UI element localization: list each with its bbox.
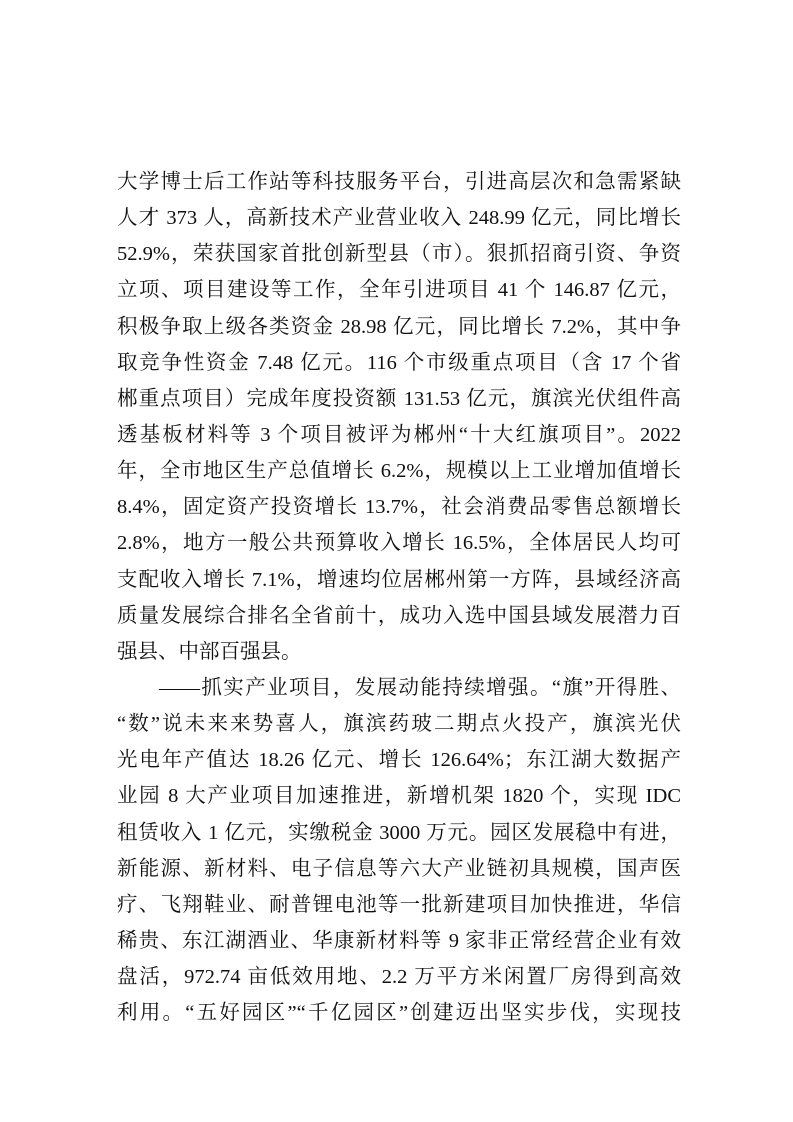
text-line: 2.8%，地方一般公共预算收入增长 16.5%，全体居民人均可 (117, 532, 681, 555)
paragraph-end-line: 强县、中部百强县。 (117, 640, 302, 663)
text-line: 人才 373 人，高新技术产业营业收入 248.99 亿元，同比增长 (117, 207, 681, 230)
text-line: 积极争取上级各类资金 28.98 亿元，同比增长 7.2%，其中争 (117, 315, 681, 338)
text-line: 租赁收入 1 亿元，实缴税金 3000 万元。园区发展稳中有进， (117, 821, 681, 844)
text-line: “数”说未来来势喜人，旗滨药玻二期点火投产，旗滨光伏 (117, 713, 681, 736)
text-line: 大学博士后工作站等科技服务平台，引进高层次和急需紧缺 (117, 171, 681, 193)
text-line: 8.4%，固定资产投资增长 13.7%，社会消费品零售总额增长 (117, 496, 681, 519)
text-line: 质量发展综合排名全省前十，成功入选中国县域发展潜力百 (117, 604, 681, 627)
text-line: 光电年产值达 18.26 亿元、增长 126.64%；东江湖大数据产 (117, 749, 681, 772)
text-line: 52.9%，荣获国家首批创新型县（市）。狠抓招商引资、争资 (117, 243, 681, 266)
section-heading-line: ——抓实产业项目，发展动能持续增强。“旗”开得胜、 (159, 676, 681, 699)
text-line: 业园 8 大产业项目加速推进，新增机架 1820 个，实现 IDC (117, 785, 681, 808)
document-body (117, 164, 681, 1031)
text-line: 取竞争性资金 7.48 亿元。116 个市级重点项目（含 17 个省 (117, 351, 681, 374)
text-line: 透基板材料等 3 个项目被评为郴州“十大红旗项目”。2022 (117, 423, 681, 446)
text-line: 稀贵、东江湖酒业、华康新材料等 9 家非正常经营企业有效 (117, 929, 681, 952)
text-line: 郴重点项目）完成年度投资额 131.53 亿元，旗滨光伏组件高 (117, 387, 681, 410)
text-line: 立项、项目建设等工作，全年引进项目 41 个 146.87 亿元， (117, 279, 681, 302)
text-line: 盘活，972.74 亩低效用地、2.2 万平方米闲置厂房得到高效 (117, 966, 681, 989)
text-line: 支配收入增长 7.1%，增速均位居郴州第一方阵，县域经济高 (117, 568, 681, 591)
text-line: 年，全市地区生产总值增长 6.2%，规模以上工业增加值增长 (117, 460, 681, 483)
text-line: 新能源、新材料、电子信息等六大产业链初具规模，国声医 (117, 857, 681, 880)
text-line: 疗、飞翔鞋业、耐普锂电池等一批新建项目加快推进，华信 (117, 893, 681, 916)
text-line: 利用。“五好园区”“千亿园区”创建迈出坚实步伐，实现技 (117, 1002, 681, 1025)
